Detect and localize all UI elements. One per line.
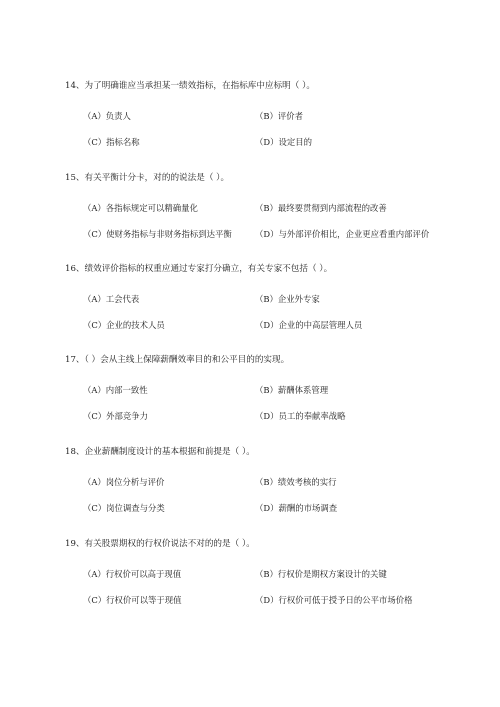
option-b: （B）最终要贯彻到内部流程的改善 [255, 203, 387, 213]
option-b: （B）行权价是期权方案设计的关键 [255, 569, 387, 579]
option-c: （C）指标名称 [83, 137, 140, 147]
option-a: （A）岗位分析与评价 [83, 477, 165, 487]
option-row [65, 502, 465, 514]
question-17 [65, 354, 465, 422]
option-a: （A）负责人 [83, 111, 131, 121]
question-stem: 16、绩效评价指标的权重应通过专家打分确立，有关专家不包括（ ）。 [65, 264, 333, 274]
option-row [65, 384, 465, 396]
option-row [65, 293, 465, 305]
option-b: （B）评价者 [255, 111, 304, 121]
option-b: （B）薪酬体系管理 [255, 385, 329, 395]
question-16 [65, 263, 465, 331]
question-19 [65, 538, 465, 606]
option-a: （A）各指标规定可以精确量化 [83, 203, 198, 213]
question-stem: 18、企业薪酬制度设计的基本根据和前提是（ ）。 [65, 447, 255, 457]
question-stem: 17、（ ）会从主线上保障薪酬效率目的和公平目的的实现。 [65, 355, 290, 365]
option-row [65, 410, 465, 422]
option-c: （C）行权价可以等于现值 [83, 595, 182, 605]
option-d: （D）薪酬的市场调查 [255, 503, 338, 513]
option-d: （D）企业的中高层管理人员 [255, 320, 363, 330]
option-d: （D）与外部评价相比，企业更应看重内部评价 [255, 229, 430, 239]
option-a: （A）内部一致性 [83, 385, 148, 395]
option-row [65, 136, 465, 148]
question-14 [65, 80, 465, 148]
option-row [65, 476, 465, 488]
option-row [65, 228, 465, 240]
option-row [65, 594, 465, 606]
question-stem: 14、为了明确谁应当承担某一绩效指标，在指标库中应标明（ ）。 [65, 81, 315, 91]
option-a: （A）工会代表 [83, 294, 140, 304]
option-d: （D）设定目的 [255, 137, 312, 147]
question-stem: 19、有关股票期权的行权价说法不对的的是（ ）。 [65, 539, 255, 549]
option-row [65, 568, 465, 580]
option-c: （C）岗位调查与分类 [83, 503, 165, 513]
option-row [65, 319, 465, 331]
option-b: （B）绩效考核的实行 [255, 477, 337, 487]
option-row [65, 202, 465, 214]
question-18 [65, 446, 465, 514]
option-c: （C）外部竞争力 [83, 411, 149, 421]
option-a: （A）行权价可以高于现值 [83, 569, 182, 579]
option-d: （D）行权价可低于授予日的公平市场价格 [255, 595, 413, 605]
option-row [65, 110, 465, 122]
question-15 [65, 172, 465, 240]
option-c: （C）企业的技术人员 [83, 320, 165, 330]
question-stem: 15、有关平衡计分卡，对的的说法是（ ）。 [65, 173, 230, 183]
option-c: （C）使财务指标与非财务指标到达平衡 [83, 229, 232, 239]
option-d: （D）员工的奉献率战略 [255, 411, 346, 421]
option-b: （B）企业外专家 [255, 294, 320, 304]
